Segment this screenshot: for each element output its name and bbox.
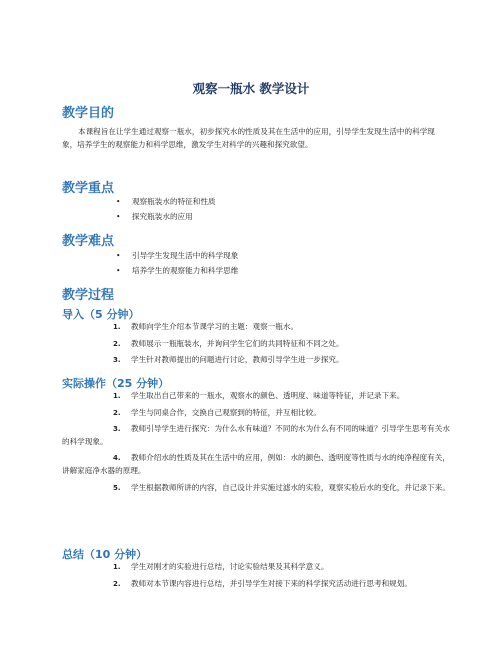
difficulties-list bbox=[62, 248, 444, 278]
section-heading-difficulties: 教学难点 bbox=[62, 234, 115, 249]
section-heading-key-points: 教学重点 bbox=[62, 181, 115, 196]
bullet-icon: • bbox=[116, 212, 121, 221]
bullet-icon: • bbox=[116, 197, 121, 206]
list-item: 2. 教师对本节课内容进行总结，并引导学生对接下来的科学探究活动进行思考和规划。 bbox=[113, 578, 412, 588]
list-item: 1. 教师向学生介绍本节课学习的主题：观察一瓶水。 bbox=[113, 322, 299, 331]
summary-steps-list bbox=[62, 561, 456, 594]
list-item: • 培养学生的观察能力和科学思维 bbox=[62, 263, 444, 278]
list-item: • 探究瓶装水的应用 bbox=[62, 209, 444, 224]
list-item: 2. 学生与同桌合作，交换自己观察到的特征，并互相比较。 bbox=[113, 407, 321, 417]
list-item: 5. 学生根据教师所讲的内容，自己设计并实施过滤水的实验，观察实验后水的变化，并记录下来。 bbox=[113, 482, 450, 492]
list-item: 4. 教师介绍水的性质及其在生活中的应用，例如：水的颜色、透明度等性质与水的纯净程度有关，讲解家庭净水器的原理。 bbox=[62, 453, 450, 475]
document-title: 观察一瓶水 教学设计 bbox=[192, 81, 310, 96]
section-heading-objective: 教学目的 bbox=[62, 106, 115, 121]
practice-steps-list bbox=[62, 390, 456, 498]
list-item: • 引导学生发现生活中的科学现象 bbox=[62, 248, 444, 263]
list-item: 3. 学生针对教师提出的问题进行讨论，教师引导学生进一步探究。 bbox=[113, 355, 344, 365]
list-item: 2. 教师展示一瓶瓶装水，并询问学生它们的共同特征和不同之处。 bbox=[113, 338, 344, 348]
key-points-list bbox=[62, 194, 444, 224]
list-item: 1. 学生对刚才的实验进行总结，讨论实验结果及其科学意义。 bbox=[113, 562, 329, 571]
list-item: • 观察瓶装水的特征和性质 bbox=[62, 194, 444, 209]
intro-steps-list bbox=[62, 321, 456, 371]
subsection-heading-practice: 实际操作（25 分钟） bbox=[62, 377, 170, 390]
section-heading-process: 教学过程 bbox=[62, 288, 115, 303]
list-item: 3. 教师引导学生进行探究：为什么水有味道？不同的水为什么有不同的味道？引导学生思考有关水的科学现象。 bbox=[62, 424, 450, 446]
bullet-icon: • bbox=[116, 266, 121, 275]
subsection-heading-intro: 导入（5 分钟） bbox=[62, 308, 140, 321]
bullet-icon: • bbox=[116, 251, 121, 260]
subsection-heading-summary: 总结（10 分钟） bbox=[62, 548, 148, 561]
list-item: 1. 学生取出自己带来的一瓶水，观察水的颜色、透明度、味道等特征，并记录下来。 bbox=[113, 391, 405, 400]
objective-paragraph: 本课程旨在让学生通过观察一瓶水，初步探究水的性质及其在生活中的应用，引导学生发现生活中的科学现象，培养学生的观察能力和科学思维，激发学生对科学的兴趣和探究欲望。 bbox=[62, 127, 435, 149]
